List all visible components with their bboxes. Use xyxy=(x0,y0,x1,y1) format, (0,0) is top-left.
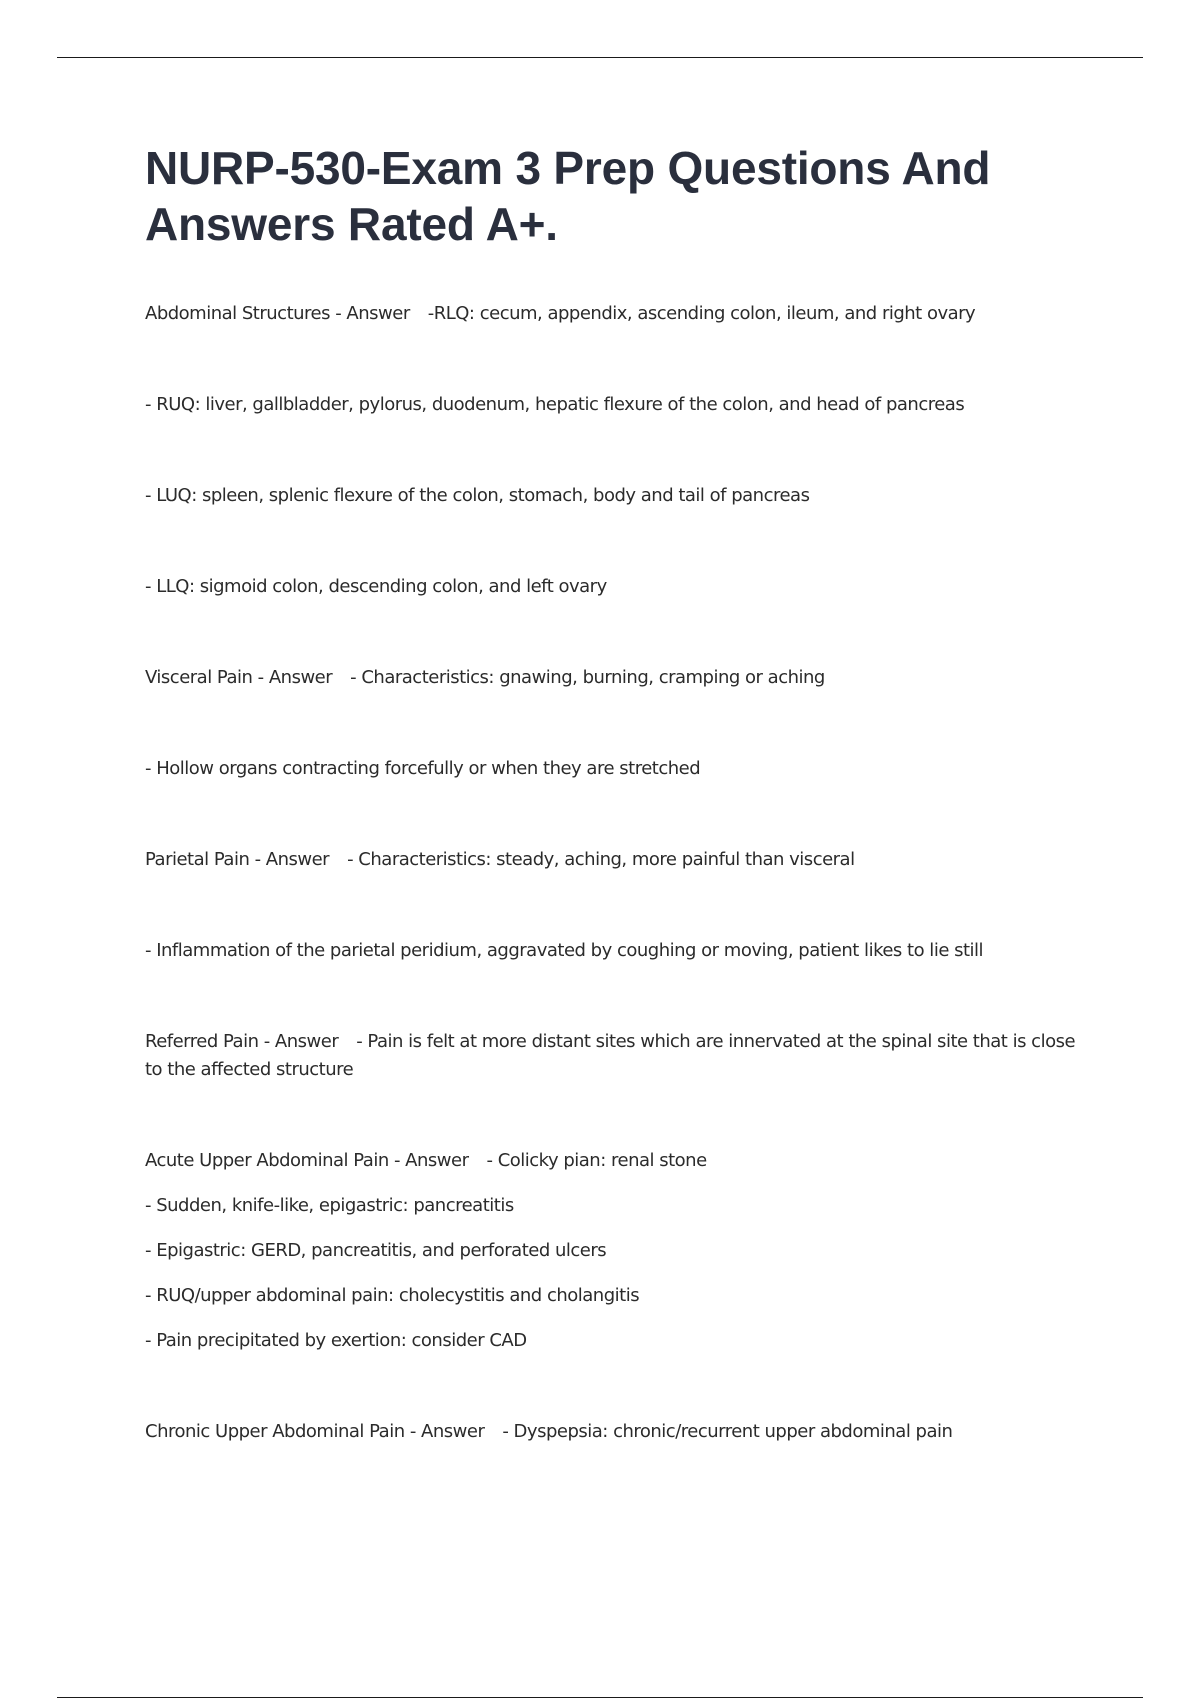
qa-entry-chronic-upper-abdominal-pain xyxy=(145,1418,1095,1446)
entry-term: Referred Pain - Answer xyxy=(145,1031,339,1052)
entry-answer-line: - Pain precipitated by exertion: consider CAD xyxy=(145,1330,527,1351)
entry-term: Parietal Pain - Answer xyxy=(145,849,330,870)
header-rule xyxy=(57,57,1143,58)
entry-answer-line: - Epigastric: GERD, pancreatitis, and perforated ulcers xyxy=(145,1240,607,1261)
qa-entry-abdominal-structures xyxy=(145,300,1095,328)
entry-answer: - Dyspepsia: chronic/recurrent upper abdominal pain xyxy=(502,1421,953,1442)
footer-rule xyxy=(57,1697,1143,1698)
entry-answer-line: - Hollow organs contracting forcefully or when they are stretched xyxy=(145,758,701,779)
entry-term: Abdominal Structures - Answer xyxy=(145,303,410,324)
qa-entry-referred-pain xyxy=(145,1028,1095,1084)
entry-answer-line: - LLQ: sigmoid colon, descending colon, and left ovary xyxy=(145,576,607,597)
entry-answer-line: - LUQ: spleen, splenic flexure of the colon, stomach, body and tail of pancreas xyxy=(145,485,810,506)
entry-answer-line: - RUQ: liver, gallbladder, pylorus, duodenum, hepatic flexure of the colon, and head of pancreas xyxy=(145,394,965,415)
qa-entry-visceral-pain xyxy=(145,664,1095,692)
entry-term: Chronic Upper Abdominal Pain - Answer xyxy=(145,1421,485,1442)
entry-answer: - Characteristics: steady, aching, more painful than visceral xyxy=(347,849,855,870)
entry-answer-line: - Sudden, knife-like, epigastric: pancreatitis xyxy=(145,1195,514,1216)
entry-answer: - Pain is felt at more distant sites which are innervated at the spinal site that is close to the affected structure xyxy=(145,1031,1076,1080)
qa-entry-acute-upper-abdominal-pain xyxy=(145,1147,1095,1175)
entry-answer-line: - RUQ/upper abdominal pain: cholecystitis and cholangitis xyxy=(145,1285,640,1306)
entry-term: Visceral Pain - Answer xyxy=(145,667,333,688)
qa-entry-parietal-pain xyxy=(145,846,1095,874)
page-content xyxy=(145,140,1095,1446)
document-title: NURP-530-Exam 3 Prep Questions And Answers Rated A+. xyxy=(145,142,991,250)
entry-answer: - Colicky pian: renal stone xyxy=(486,1150,707,1171)
entry-answer: - Characteristics: gnawing, burning, cramping or aching xyxy=(350,667,825,688)
qa-entries xyxy=(145,300,1095,1446)
entry-answer: -RLQ: cecum, appendix, ascending colon, ileum, and right ovary xyxy=(427,303,976,324)
entry-term: Acute Upper Abdominal Pain - Answer xyxy=(145,1150,469,1171)
entry-answer-line: - Inflammation of the parietal peridium, aggravated by coughing or moving, patient likes to lie still xyxy=(145,940,984,961)
